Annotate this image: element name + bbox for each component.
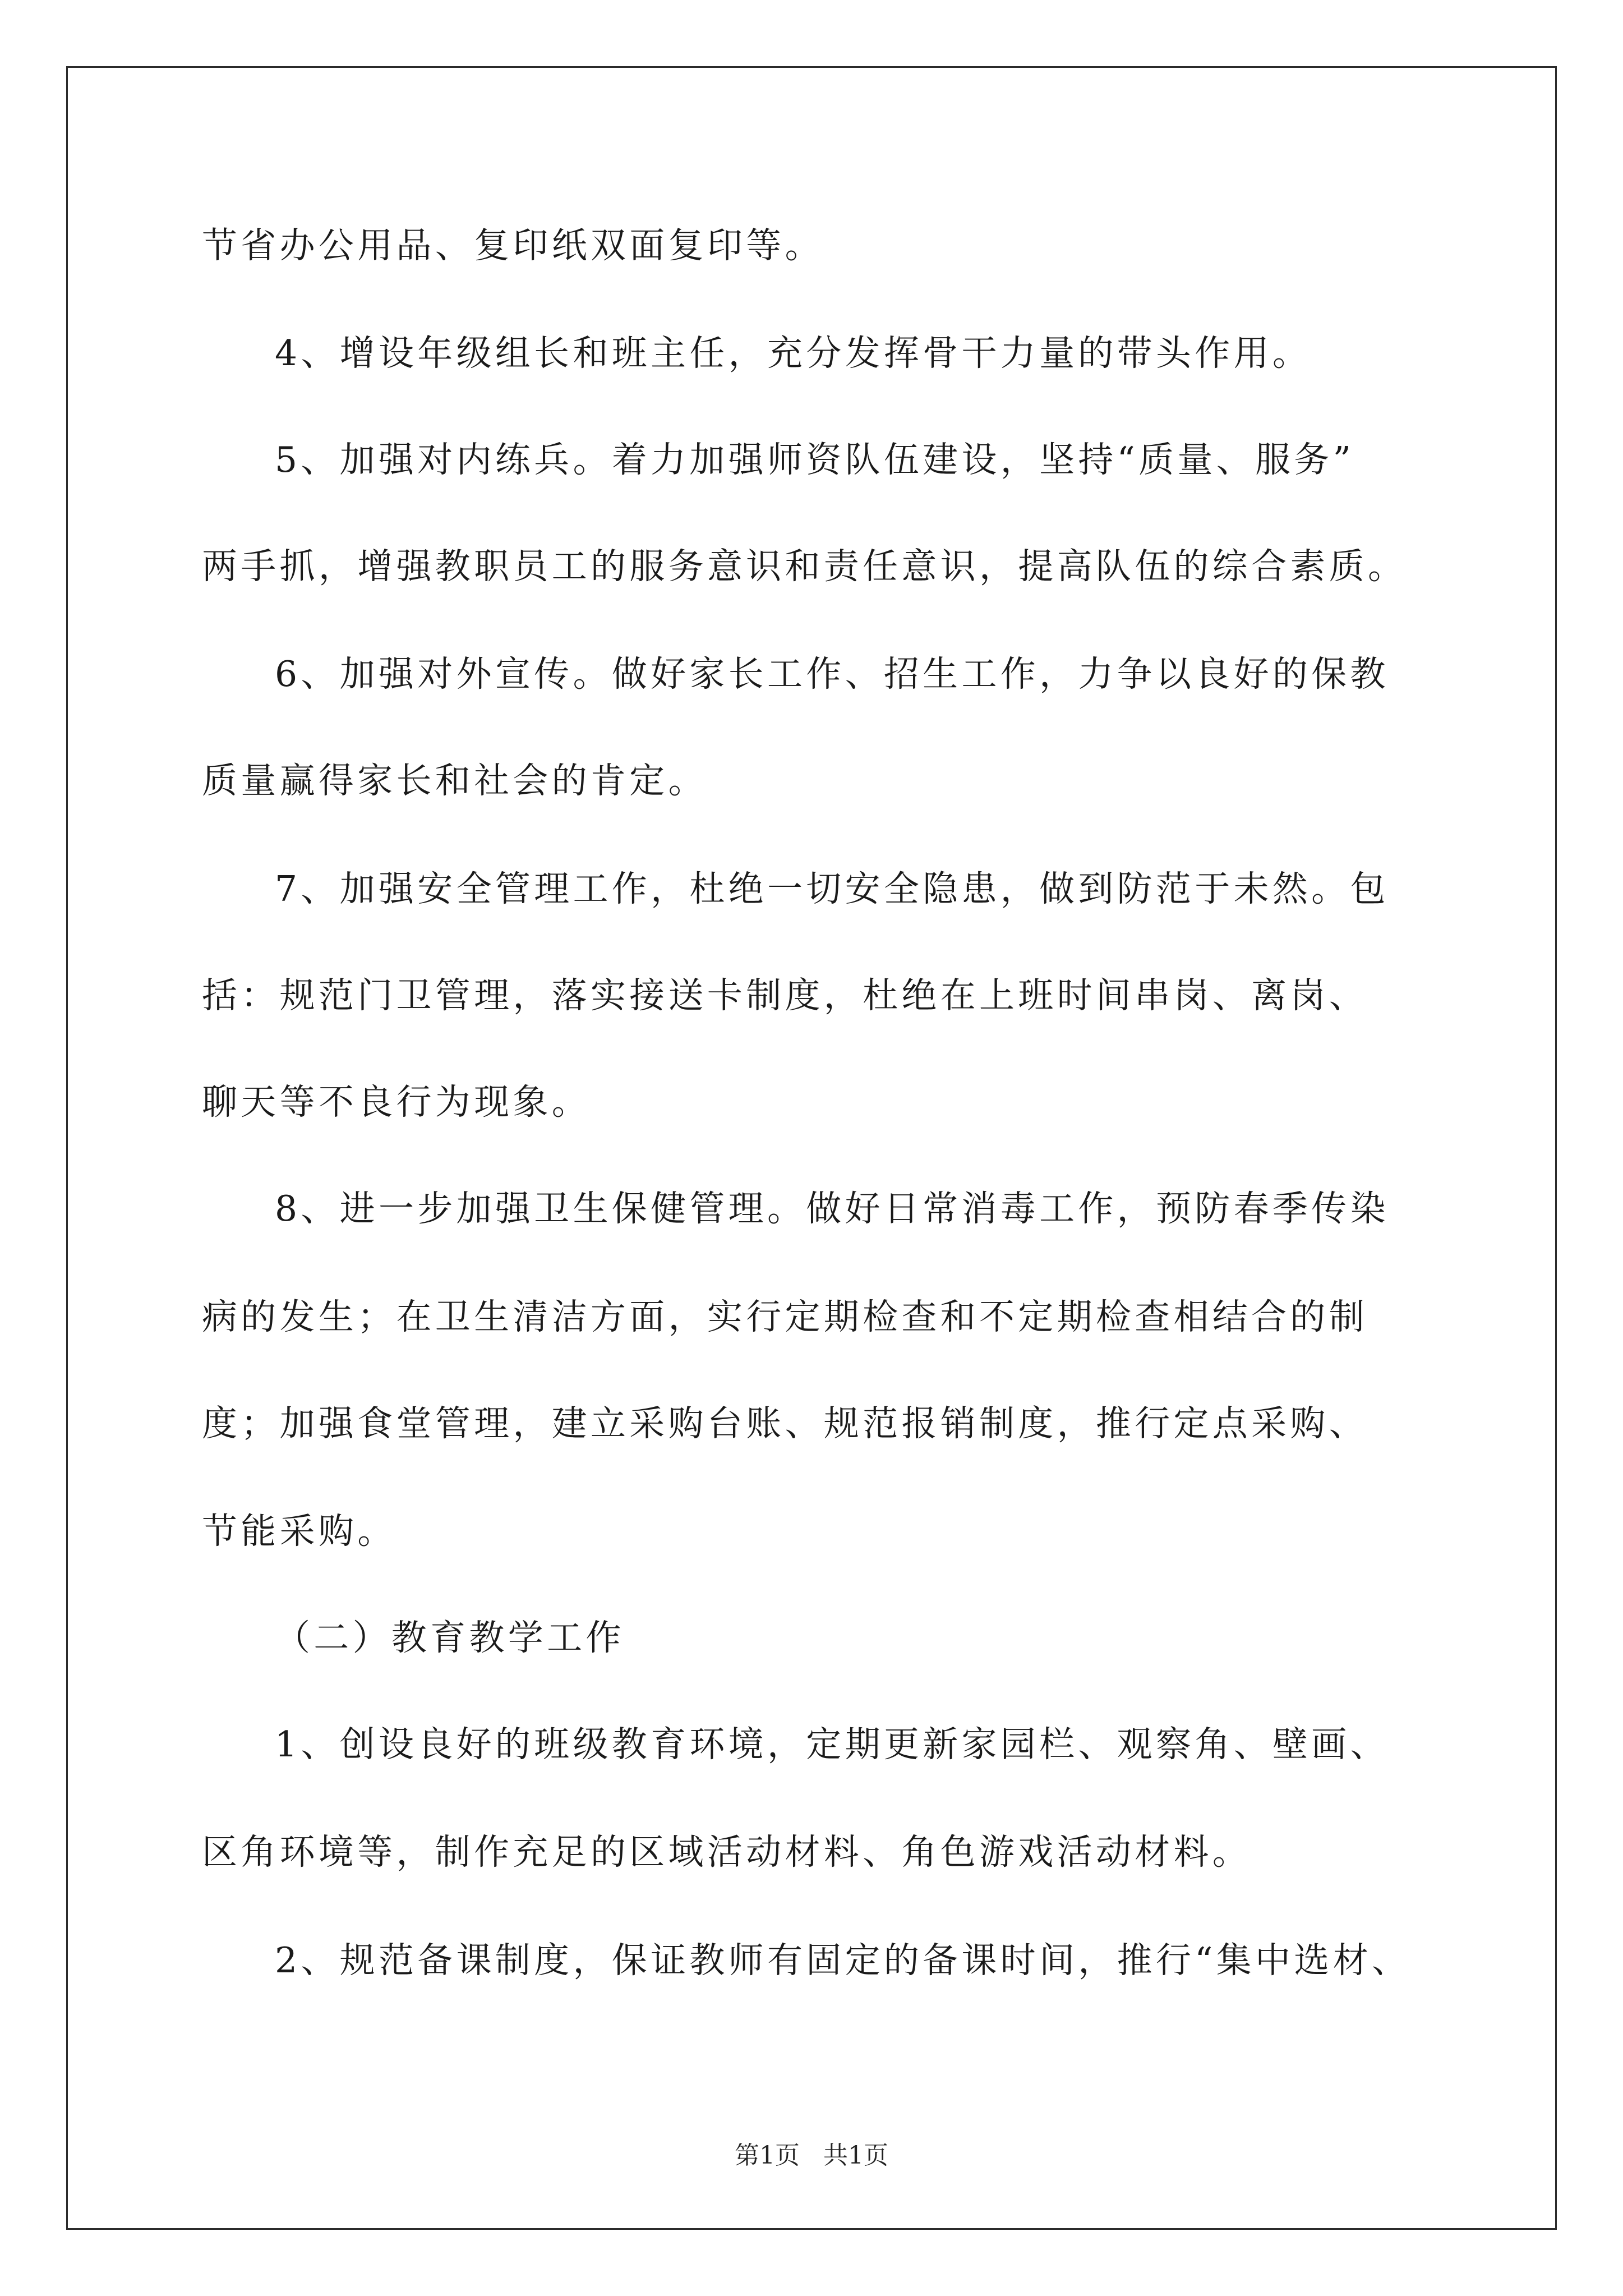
page-border [66,66,1557,2230]
page-number-footer: 第1页 共1页 [735,2141,888,2170]
text-line: 区角环境等，制作充足的区域活动材料、角色游戏活动材料。 [202,1832,1252,1872]
text-line: 度；加强食堂管理，建立采购台账、规范报销制度，推行定点采购、 [202,1403,1368,1444]
section-heading: （二）教育教学工作 [275,1617,625,1658]
text-line: 5、加强对内练兵。着力加强师资队伍建设，坚持“质量、服务” [275,439,1355,480]
text-line: 节省办公用品、复印纸双面复印等。 [202,225,824,266]
text-line: 2、规范备课制度，保证教师有固定的备课时间，推行“集中选材、 [275,1940,1411,1981]
text-line: 括：规范门卫管理，落实接送卡制度，杜绝在上班时间串岗、离岗、 [202,975,1368,1016]
text-line: 质量赢得家长和社会的肯定。 [202,760,707,801]
text-line: 病的发生；在卫生清洁方面，实行定期检查和不定期检查相结合的制 [202,1296,1368,1337]
text-line: 1、创设良好的班级教育环境，定期更新家园栏、观察角、壁画、 [275,1724,1389,1765]
text-line: 7、加强安全管理工作，杜绝一切安全隐患，做到防范于未然。包 [275,868,1389,909]
text-line: 节能采购。 [202,1511,396,1552]
text-line: 6、加强对外宣传。做好家长工作、招生工作，力争以良好的保教 [275,654,1389,694]
text-line: 两手抓，增强教职员工的服务意识和责任意识，提高队伍的综合素质。 [202,546,1407,587]
text-line: 8、进一步加强卫生保健管理。做好日常消毒工作，预防春季传染 [275,1188,1389,1229]
text-line: 4、增设年级组长和班主任，充分发挥骨干力量的带头作用。 [275,333,1312,374]
text-line: 聊天等不良行为现象。 [202,1082,591,1122]
